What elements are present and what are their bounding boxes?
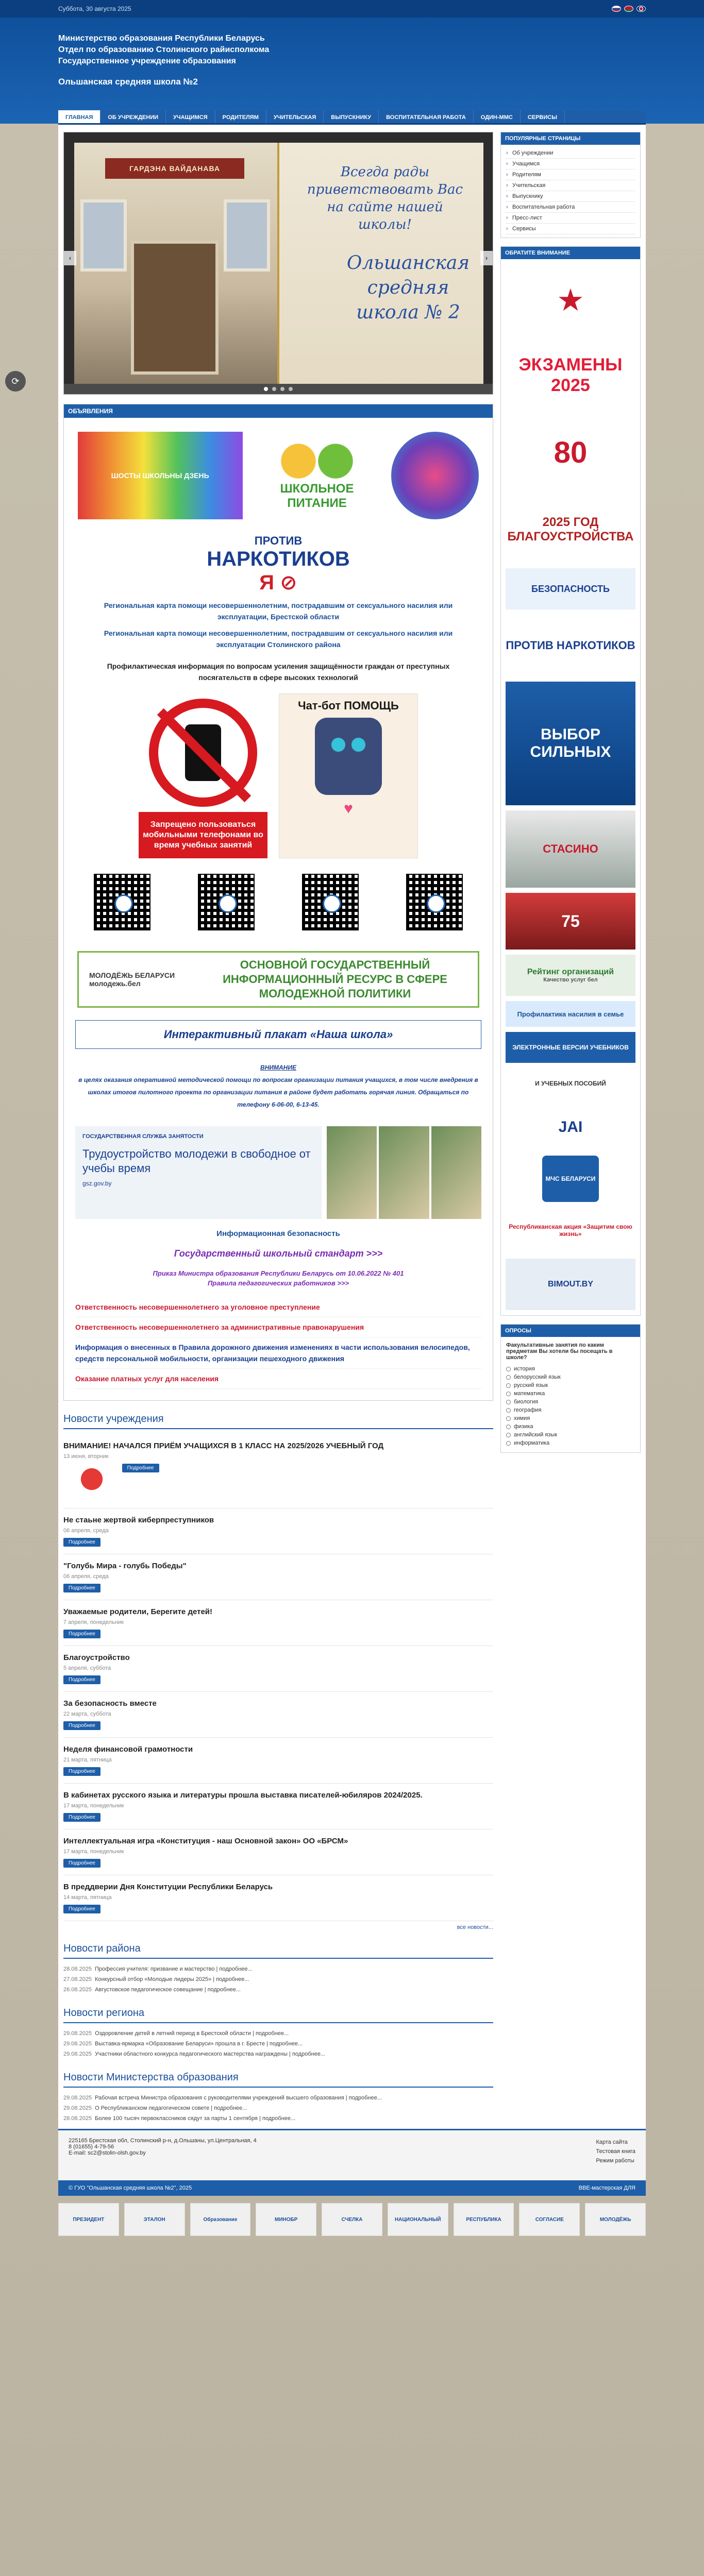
traffic-rules-link[interactable]: Информация о внесенных в Правила дорожного движения изменениях в части использования велосипедов, средств персональной мобильности, организации пешеходного движения [75,1337,481,1369]
seventy-five-banner[interactable]: 75 [506,893,635,950]
textbooks-aids-banner[interactable]: И УЧЕБНЫХ ПОСОБИЙ [535,1080,606,1087]
school-door [131,241,219,375]
popular-pages-block [500,132,641,238]
circle-banner[interactable] [391,432,479,519]
popular-page-link[interactable]: › Воспитательная работа [506,202,635,213]
order-line-2-wrap [70,1279,487,1287]
slider-dot[interactable] [264,387,268,391]
standard-wrap [70,1248,487,1259]
footer-links [596,2138,635,2173]
partner-logo[interactable]: Образование [190,2203,251,2236]
news-row[interactable] [63,2113,493,2124]
news-row-date: 29.08.2025 [63,2030,92,2037]
poll-option[interactable] [506,1414,635,1422]
news-row-text: Более 100 тысяч первоклассников сядут за парты 1 сентября | подробнее... [95,2115,296,2122]
poll-option[interactable] [506,1389,635,1398]
news-row-date: 28.08.2025 [63,2115,92,2122]
sidebar [500,132,641,2124]
news-more-button[interactable]: Подробнее [63,1721,100,1730]
exams-banner[interactable]: ЭКЗАМЕНЫ 2025 [518,355,623,395]
site-header [0,18,704,110]
qr-code[interactable] [406,874,463,930]
news-item [63,1784,493,1829]
robot-icon [315,718,382,795]
news-row[interactable] [63,1964,493,1974]
district-news-title: Новости района [63,1943,493,1959]
antidrug-top: ПРОТИВ [254,534,303,547]
poll-option[interactable] [506,1398,635,1406]
developer-text[interactable]: ВВЕ-мастерская ДЛЯ [578,2185,635,2191]
news-title[interactable]: Не стаьне жертвой киберпреступников [63,1516,214,1524]
notice-body: в целях оказания оперативной методической помощи по вопросам организации питания учащихся, в том числе внедрения в школах итогов пилотного проекта по организации питания в районе будет работать горячая линия. Обращаться по телефону 6-06-00, 6-13-45. [78,1076,478,1108]
news-more-button[interactable]: Подробнее [63,1675,100,1684]
news-row-date: 29.08.2025 [63,2041,92,2047]
rating-banner[interactable] [506,955,635,996]
flag-by-icon[interactable] [624,6,633,12]
current-date: Суббота, 30 августа 2025 [58,5,131,12]
region-news-title: Новости региона [63,2007,493,2023]
radio-icon[interactable] [506,1441,511,1446]
news-title[interactable]: За безопасность вместе [63,1699,157,1708]
news-row[interactable] [63,1985,493,1995]
radio-icon[interactable] [506,1392,511,1396]
qr-code[interactable] [94,874,150,930]
forbidden-icon: ⊘ [280,571,297,594]
youth-resource-banner[interactable] [77,951,479,1008]
radio-icon[interactable] [506,1425,511,1429]
stasino-banner[interactable]: СТАСИНО [506,810,635,888]
news-row-text: О Республиканском педагогическом совете | подробнее... [95,2105,247,2111]
attention-title: ОБРАТИТЕ ВНИМАНИЕ [501,247,640,259]
improvement-year-banner[interactable]: 2025 ГОД БЛАГОУСТРОЙСТВА [507,515,634,544]
poll-options [506,1365,635,1447]
slider-dots [64,384,493,394]
chatbot-title: Чат-бот ПОМОЩЬ [298,699,399,712]
news-row[interactable] [63,2028,493,2039]
admin-responsibility-link[interactable]: Ответственность несовершеннолетнего за административные правонарушения [75,1317,481,1337]
footer-link-sitemap[interactable]: Карта сайта [596,2139,628,2145]
rating-title: Рейтинг организаций [527,968,614,976]
poll-option[interactable] [506,1431,635,1439]
poll-title: ОПРОСЫ [501,1325,640,1337]
radio-icon[interactable] [506,1367,511,1371]
news-row[interactable] [63,2093,493,2103]
poster-row [70,693,487,858]
image-slider [63,132,493,395]
poll-option-label: физика [514,1423,533,1430]
news-item [63,1434,493,1509]
slider-greeting: Всегда рады приветствовать Вас на сайте нашей школы! [307,164,463,232]
phone-ban-text: Запрещено пользоваться мобильными телефонами во время учебных занятий [139,812,267,858]
youth-text: ОСНОВНОЙ ГОСУДАРСТВЕННЫЙ ИНФОРМАЦИОННЫЙ РЕСУРС В СФЕРЕ МОЛОДЕЖНОЙ ПОЛИТИКИ [223,958,447,1000]
flag-ru-icon[interactable] [612,6,621,12]
footer-link-guestbook[interactable]: Тестовая книга [596,2148,635,2155]
poll-option-label: русский язык [514,1382,548,1388]
news-row-text: Рабочая встреча Министра образования с руководителями учреждений высшего образования | подробнее... [95,2095,382,2101]
news-item [63,1646,493,1692]
news-thumbnail[interactable] [63,1465,120,1501]
criminal-responsibility-link[interactable]: Ответственность несовершеннолетнего за уголовное преступление [75,1297,481,1317]
news-row-text: Августовское педагогическое совещание | подробнее... [95,1987,241,1993]
poll-option[interactable] [506,1422,635,1431]
window-right [224,199,270,272]
partner-logos [58,2203,646,2236]
school-food-banner[interactable] [258,432,376,519]
copyright-bar [58,2180,646,2196]
radio-icon[interactable] [506,1400,511,1404]
menu-parents[interactable]: РОДИТЕЛЯМ [215,110,266,123]
news-date: 06 апреля, среда [63,1528,109,1534]
poll-option-label: математика [514,1391,545,1397]
news-row[interactable] [63,1974,493,1985]
news-date: 14 марта, пятница [63,1894,112,1901]
poll-option-label: белорусский язык [514,1374,561,1380]
partner-logo[interactable]: МИНОБР [256,2203,316,2236]
news-more-button[interactable]: Подробнее [63,1767,100,1776]
partner-logo[interactable]: СОГЛАСИЕ [519,2203,580,2236]
news-row-date: 29.08.2025 [63,2095,92,2101]
radio-icon[interactable] [506,1416,511,1421]
photo-tile [327,1126,377,1219]
photo-tile [379,1126,429,1219]
employment-banner[interactable] [75,1126,481,1219]
kids-icon [271,440,363,482]
employment-banner-text [75,1126,322,1219]
chatbot-poster[interactable] [279,693,418,858]
help-map-brest-link[interactable]: Региональная карта помощи несовершеннолетним, пострадавшим от сексуального насилия или эксплуатации, Брестской области [104,601,453,621]
announcements-block [63,404,493,1401]
menu-home[interactable]: ГЛАВНАЯ [58,110,100,123]
top-bar [0,0,704,18]
qr-code[interactable] [198,874,255,930]
safety-banner[interactable]: БЕЗОПАСНОСТЬ [506,568,635,609]
ministry-news-title: Новости Министерства образования [63,2072,493,2088]
poll-option[interactable] [506,1381,635,1389]
employment-service: ГОСУДАРСТВЕННАЯ СЛУЖБА ЗАНЯТОСТИ [82,1133,204,1140]
phone-ban-poster[interactable] [139,693,267,858]
news-item [63,1875,493,1921]
slider-greeting-panel [277,143,483,385]
menu-students[interactable]: УЧАЩИМСЯ [166,110,215,123]
slider-next-button[interactable]: › [480,251,493,265]
footer-link-hours[interactable]: Режим работы [596,2158,634,2164]
poll-option-label: география [514,1407,542,1413]
star-banner[interactable]: ★ [557,283,584,317]
teacher-rules-link[interactable]: Правила педагогических работников >>> [207,1279,349,1287]
news-item [63,1738,493,1784]
language-switcher [612,6,646,12]
news-date: 13 июня, вторник [63,1453,109,1460]
radio-icon[interactable] [506,1408,511,1413]
radio-icon[interactable] [506,1383,511,1388]
slider-dot[interactable] [289,387,293,391]
menu-teachers[interactable]: УЧИТЕЛЬСКАЯ [266,110,324,123]
news-item [63,1692,493,1738]
announcement-banners [70,424,487,527]
strong-choice-banner[interactable]: ВЫБОР СИЛЬНЫХ [506,682,635,805]
employment-url: gsz.gov.by [82,1180,112,1187]
news-item [63,1829,493,1875]
accessibility-widget-icon[interactable]: ⟳ [5,371,26,392]
main-menu [58,110,646,125]
news-row-text: Конкурсный отбор «Молодые лидеры 2025» | подробнее... [95,1976,249,1982]
footer-phone: 8 (01655) 4-79-56 [69,2144,114,2150]
info-safety-link[interactable]: Информационная безопасность [216,1229,340,1238]
partner-logo[interactable]: НАЦИОНАЛЬНЫЙ [388,2203,448,2236]
news-row-text: Оздоровление детей в летний период в Брестской области | подробнее... [95,2030,289,2037]
antidrug-side-banner[interactable]: ПРОТИВ НАРКОТИКОВ [506,639,635,652]
eighty-years-banner[interactable]: 80 [554,435,588,469]
header-line-3: Государственное учреждение образования [58,57,236,65]
employment-photos [327,1126,481,1219]
interactive-poster-link[interactable]: Интерактивный плакат «Наша школа» [75,1020,481,1049]
school-photo [74,143,277,385]
all-news-link[interactable]: все новости... [457,1924,493,1930]
news-title[interactable]: Интеллектуальная игра «Конституция - наш Основной закон» ОО «БРСМ» [63,1837,348,1845]
news-title[interactable]: ВНИМАНИЕ! НАЧАЛСЯ ПРИЁМ УЧАЩИХСЯ В 1 КЛАСС НА 2025/2026 УЧЕБНЫЙ ГОД [63,1442,384,1450]
poll-option-label: история [514,1366,535,1372]
news-more-button[interactable]: Подробнее [63,1859,100,1868]
ministry-news-list [63,2093,493,2124]
bimout-banner[interactable]: BIMOUT.BY [506,1259,635,1310]
poll-question: Факультативные занятия по каким предметам Вы хотели бы посещать в школе? [506,1342,613,1361]
slider-dot[interactable] [272,387,276,391]
rating-sub: Качество услуг бел [543,977,598,983]
news-title[interactable]: Уважаемые родители, Берегите детей! [63,1607,213,1616]
responsibility-links [75,1297,481,1389]
news-more-button[interactable]: Подробнее [63,1905,100,1913]
copyright-text: © ГУО "Ольшанская средняя школа №2", 2025 [69,2185,192,2191]
poll-option[interactable] [506,1373,635,1381]
news-title[interactable]: "Голубь Мира - голубь Победы" [63,1562,187,1570]
menu-services[interactable]: СЕРВИСЫ [521,110,565,123]
window-left [80,199,127,272]
jai-banner[interactable]: JAI [558,1118,583,1136]
partner-logo[interactable]: РЕСПУБЛИКА [454,2203,514,2236]
slider-dot[interactable] [280,387,284,391]
youth-logo: МОЛОДЁЖЬ БЕЛАРУСИ молодежь.бел [89,971,175,988]
menu-education[interactable]: ВОСПИТАТЕЛЬНАЯ РАБОТА [379,110,474,123]
news-item [63,1600,493,1646]
menu-about[interactable]: ОБ УЧРЕЖДЕНИИ [100,110,166,123]
notice-heading: ВНИМАНИЕ [260,1064,296,1071]
partner-logo[interactable]: МОЛОДЁЖЬ [585,2203,646,2236]
family-violence-banner[interactable]: Профилактика насилия в семье [506,1001,635,1027]
popular-page-link[interactable]: › Об учреждении [506,148,635,159]
antidrug-x: Я [259,571,275,594]
news-row-date: 26.08.2025 [63,1987,92,1993]
news-title[interactable]: В кабинетах русского языка и литературы прошла выставка писателей-юбиляров 2024/2025. [63,1791,423,1800]
news-title[interactable]: Благоустройство [63,1653,130,1662]
popular-pages-title: ПОПУЛЯРНЫЕ СТРАНИЦЫ [501,132,640,145]
news-item [63,1554,493,1600]
news-date: 17 марта, понедельник [63,1803,124,1809]
slider-school-name: Ольшанская средняя школа № 2 [346,252,470,323]
news-item [63,1509,493,1554]
news-title[interactable]: Неделя финансовой грамотности [63,1745,193,1754]
antidrug-banner[interactable] [70,534,487,595]
news-date: 21 марта, пятница [63,1757,112,1763]
news-date: 22 марта, суббота [63,1711,111,1717]
footer-email[interactable]: E-mail: sc2@stolin-olsh.gov.by [69,2150,146,2156]
antidrug-main-line [70,548,487,571]
prevention-link[interactable]: Профилактическая информация по вопросам усиления защищённости граждан от преступных посягательств в сфере высоких технологий [107,662,450,682]
partner-logo[interactable]: ЭТАЛОН [124,2203,185,2236]
news-row-text: Профессия учителя: призвание и мастерство | подробнее... [95,1966,253,1972]
news-more-button[interactable]: Подробнее [63,1584,100,1592]
popular-page-link[interactable]: › Учительская [506,180,635,191]
news-row[interactable] [63,2049,493,2059]
partner-logo[interactable]: ПРЕЗИДЕНТ [58,2203,119,2236]
antidrug-main: НАРКОТИКОВ [207,548,350,570]
school-name: Ольшанская средняя школа №2 [58,77,198,87]
school-day-banner[interactable]: ШОСТЫ ШКОЛЬНЫ ДЗЕНЬ [78,432,243,519]
radio-icon[interactable] [506,1433,511,1437]
news-row-text: Участники областного конкурса педагогического мастерства награждены | подробнее... [95,2051,326,2057]
qr-codes [70,874,487,930]
heart-icon: ♥ [344,800,353,817]
popular-pages-list [501,145,640,238]
region-news-list [63,2028,493,2059]
news-more-button[interactable]: Подробнее [63,1538,100,1547]
radio-icon[interactable] [506,1375,511,1380]
poll-option[interactable] [506,1406,635,1414]
news-date: 7 апреля, понедельник [63,1619,124,1625]
site-footer [58,2129,646,2180]
news-more-button[interactable]: Подробнее [63,1630,100,1638]
antidrug-x-line [70,571,487,595]
e-textbooks-banner[interactable]: ЭЛЕКТРОННЫЕ ВЕРСИИ УЧЕБНИКОВ [506,1032,635,1063]
news-date: 17 марта, понедельник [63,1849,124,1855]
news-row-date: 28.08.2025 [63,1966,92,1972]
order-line-1: Приказ Министра образования Республики Беларусь от 10.06.2022 № 401 [153,1269,404,1277]
info-safety-wrap [70,1229,487,1238]
poll-option-label: химия [514,1415,530,1421]
partner-logo[interactable]: СЧЕЛКА [322,2203,382,2236]
paid-services-link[interactable]: Оказание платных услуг для населения [75,1369,481,1389]
news-date: 5 апреля, суббота [63,1665,111,1671]
popular-page-link[interactable]: › Родителям [506,170,635,180]
popular-page-link[interactable]: › Выпускнику [506,191,635,202]
poll-option-label: английский язык [514,1432,558,1438]
menu-one-window[interactable]: ОДИН-ММС [474,110,521,123]
qr-code[interactable] [302,874,359,930]
school-food-label: ШКОЛЬНОЕ ПИТАНИЕ [280,482,354,510]
hotline-notice [75,1061,481,1111]
news-row-date: 29.08.2025 [63,2105,92,2111]
news-section-title: Новости учреждения [63,1413,493,1429]
school-sign: ГАРДЭНА ВАЙДАНАВА [105,158,244,179]
poll-option[interactable] [506,1439,635,1447]
footer-address: 225165 Брестская обл, Столинский р-н, д.Ольшаны, ул.Центральная, 4 [69,2138,257,2144]
footer-contacts [69,2138,257,2173]
news-row[interactable] [63,2103,493,2113]
photo-tile [431,1126,481,1219]
poll-block [500,1324,641,1453]
news-list [63,1434,493,1921]
help-map-stolin-link[interactable]: Региональная карта помощи несовершеннолетним, пострадавшим от сексуального насилия или эксплуатации Столинского района [104,629,453,649]
poll-option-label: биология [514,1399,539,1405]
news-more-button[interactable]: Подробнее [63,1813,100,1822]
header-line-2: Отдел по образованию Столинского райисполкома [58,45,270,54]
protect-life-banner[interactable]: Республиканская акция «Защитим свою жизнь» [509,1223,632,1238]
poll-option-label: информатика [514,1440,550,1446]
announcements-title: ОБЪЯВЛЕНИЯ [64,404,493,418]
popular-page-link[interactable]: › Сервисы [506,224,635,234]
news-row-date: 29.08.2025 [63,2051,92,2057]
employment-title: Трудоустройство молодежи в свободное от учебы время [82,1147,311,1175]
news-row[interactable] [63,2039,493,2049]
news-more-button[interactable]: Подробнее [122,1464,159,1472]
district-news-list [63,1964,493,1995]
page-body [58,125,646,2129]
menu-graduates[interactable]: ВЫПУСКНИКУ [324,110,379,123]
main-column [63,132,493,2124]
header-line-1: Министерство образования Республики Беларусь [58,34,265,43]
news-row-text: Выставка-ярмарка «Образование Беларуси» прошла в г. Бресте | подробнее... [95,2041,303,2047]
popular-page-link[interactable]: › Пресс-лист [506,213,635,224]
news-date: 06 апреля, среда [63,1573,109,1580]
poll-option[interactable] [506,1365,635,1373]
mchs-banner[interactable]: МЧС БЕЛАРУСИ [542,1156,599,1202]
popular-page-link[interactable]: › Учащимся [506,159,635,170]
news-title[interactable]: В преддверии Дня Конституции Республики Беларусь [63,1883,273,1891]
slider-prev-button[interactable]: ‹ [64,251,76,265]
attention-block [500,246,641,1316]
flag-en-icon[interactable] [636,6,646,12]
news-row-date: 27.08.2025 [63,1976,92,1982]
school-standard-link[interactable]: Государственный школьный стандарт >>> [174,1248,383,1259]
